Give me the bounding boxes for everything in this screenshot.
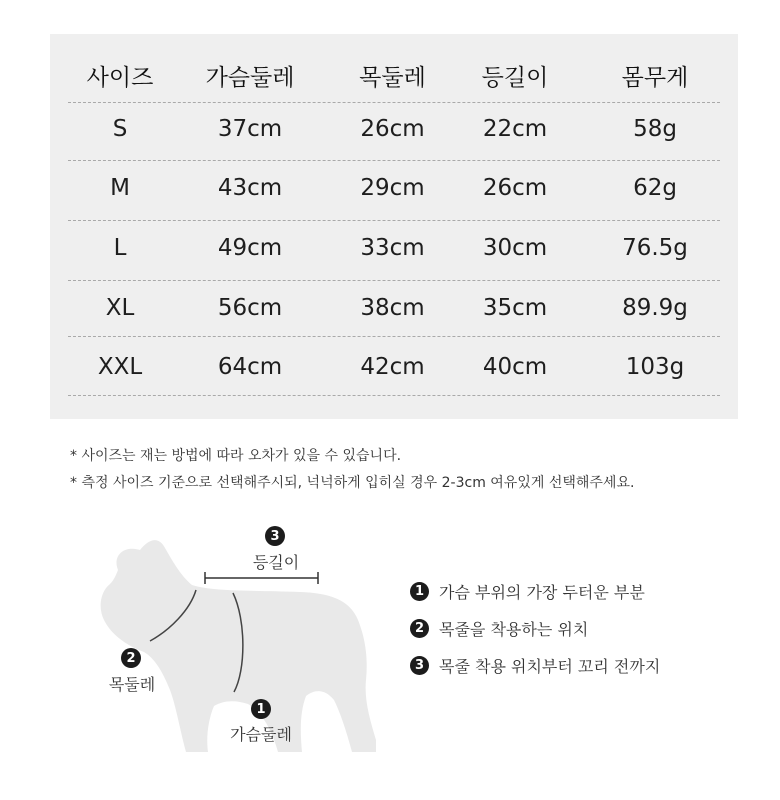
header-neck: 목둘레 — [359, 64, 426, 91]
cell-size: L — [113, 235, 127, 261]
neck-number-badge: 2 — [121, 648, 141, 668]
cell-back-length: 40cm — [482, 354, 548, 380]
legend-item-neck — [410, 610, 660, 647]
cell-neck: 38cm — [360, 295, 425, 321]
note-measurement-error: * 사이즈는 재는 방법에 따라 오차가 있을 수 있습니다. — [70, 448, 402, 464]
legend-item-chest — [410, 573, 660, 610]
header-chest: 가슴둘레 — [205, 64, 295, 91]
measurement-legend — [410, 573, 660, 684]
cell-neck: 26cm — [360, 116, 425, 142]
cell-back-length: 30cm — [482, 235, 548, 261]
cell-size: M — [110, 175, 130, 201]
back-length-label: 등길이 — [252, 553, 300, 572]
cell-weight: 76.5g — [622, 235, 688, 261]
legend-text: 가슴 부위의 가장 두터운 부분 — [439, 583, 645, 602]
cell-chest: 56cm — [217, 295, 283, 321]
legend-item-back-length — [410, 647, 660, 684]
note-selection-tip: * 측정 사이즈 기준으로 선택해주시되, 넉넉하게 입히실 경우 2-3cm 여유있게 선택해주세요. — [70, 475, 635, 491]
legend-text: 목줄 착용 위치부터 꼬리 전까지 — [439, 657, 661, 676]
cell-chest: 43cm — [217, 175, 283, 201]
neck-label: 목둘레 — [108, 675, 156, 694]
cell-back-length: 35cm — [482, 295, 548, 321]
cell-weight: 89.9g — [622, 295, 688, 321]
cell-neck: 29cm — [360, 175, 425, 201]
cell-chest: 37cm — [217, 116, 283, 142]
cell-back-length: 26cm — [482, 175, 548, 201]
cell-weight: 62g — [633, 175, 677, 201]
cell-neck: 33cm — [360, 235, 425, 261]
cell-neck: 42cm — [360, 354, 425, 380]
legend-number-badge: 1 — [410, 582, 429, 601]
cell-weight: 103g — [625, 354, 685, 380]
legend-number-badge: 2 — [410, 619, 429, 638]
chest-number-badge: 1 — [251, 699, 271, 719]
cell-size: XL — [105, 295, 135, 321]
cell-chest: 49cm — [217, 235, 283, 261]
cell-size: XXL — [97, 354, 143, 380]
cell-size: S — [112, 116, 128, 142]
header-size: 사이즈 — [86, 64, 154, 91]
back-length-number-badge: 3 — [265, 526, 285, 546]
cell-chest: 64cm — [217, 354, 283, 380]
legend-text: 목줄을 착용하는 위치 — [439, 620, 589, 639]
header-back-length: 등길이 — [481, 64, 549, 91]
cell-weight: 58g — [633, 116, 677, 142]
chest-label: 가슴둘레 — [230, 725, 292, 744]
header-weight: 몸무게 — [621, 64, 689, 91]
cell-back-length: 22cm — [482, 116, 548, 142]
legend-number-badge: 3 — [410, 656, 429, 675]
